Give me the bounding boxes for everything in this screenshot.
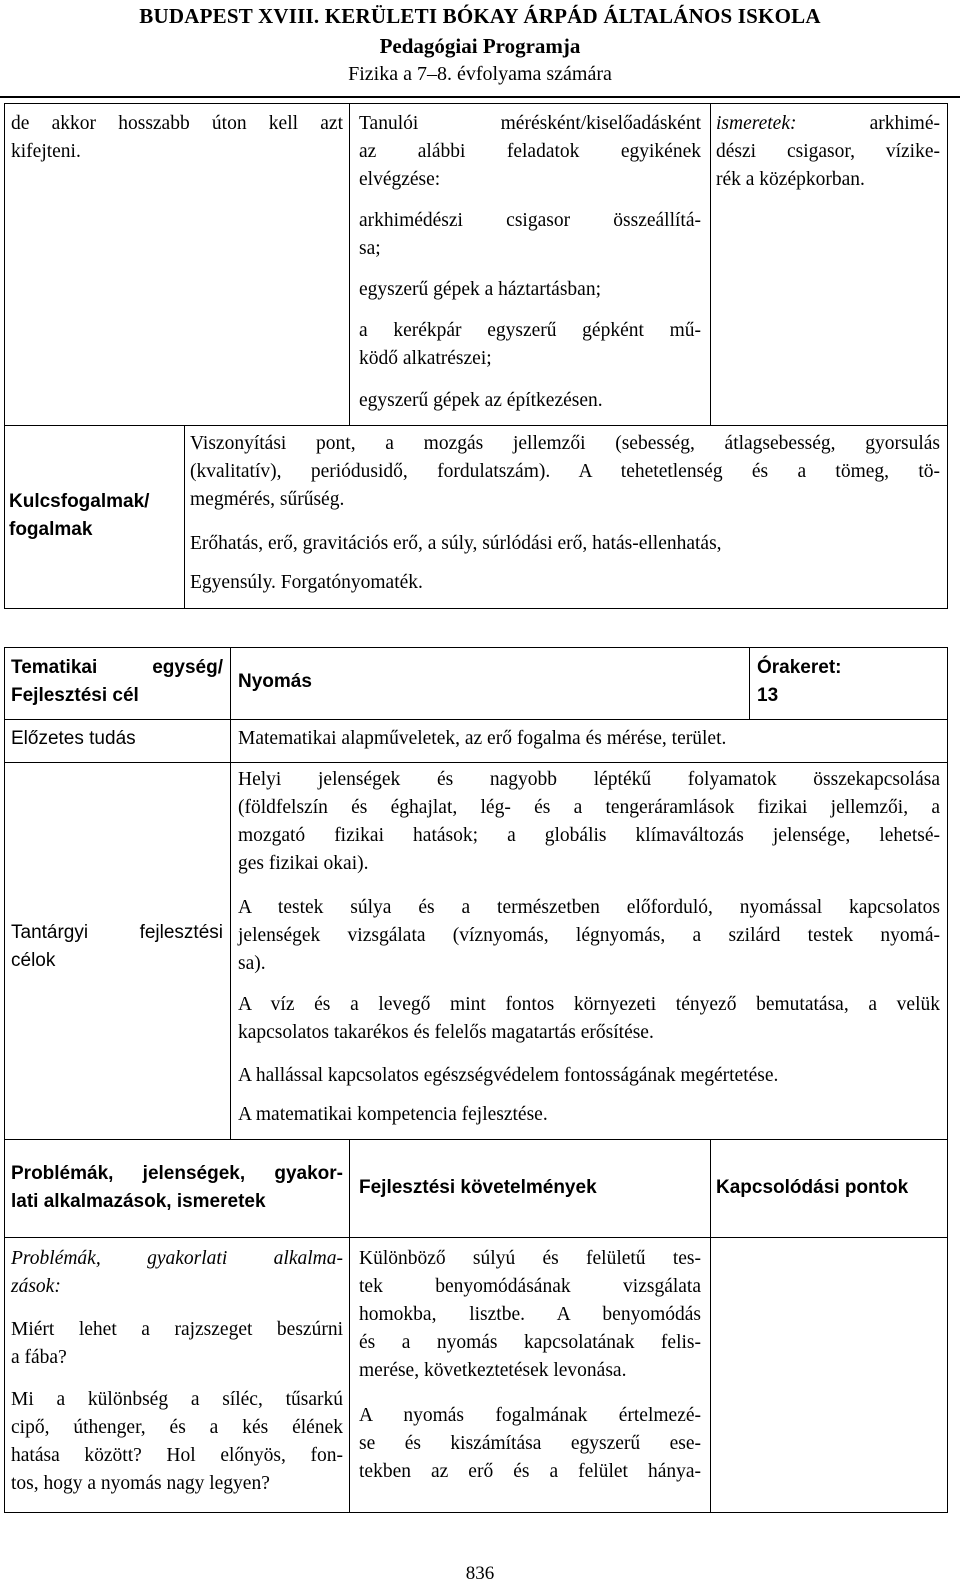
problema-question-2: Mi a különbség a síléc, tűsarkú cipő, úthenger, és a kés élének hatása között? Hol előnyös, fon- tos, hogy a nyomás nagy legyen? <box>11 1389 343 1494</box>
row1-col2-item-3: a kerékpár egyszerű gépként mű- ködő alkatrészei; <box>359 320 701 369</box>
hours-label: Órakeret: <box>757 657 842 678</box>
row1-col2-item-2: egyszerű gépek a háztartásban; <box>359 279 601 300</box>
kulcsfogalmak-para-3: Egyensúly. Forgatónyomaték. <box>190 572 423 593</box>
row1-col3-text: ismeretek: arkhimé- dészi csigasor, vízike- rék a középkorban. <box>716 113 940 190</box>
header-fejlesztesi-kovetelmenyek: Fejlesztési követelmények <box>359 1177 597 1198</box>
program-title: Pedagógiai Programja <box>379 34 581 58</box>
header-kapcsolodasi-pontok: Kapcsolódási pontok <box>716 1177 909 1198</box>
row1-col2-intro: Tanulói mérésként/kiselőadásként az alábbi feladatok egyikének elvégzése: <box>359 113 701 190</box>
kovetelmeny-para-2: A nyomás fogalmának értelmezé- se és kiszámítása egyszerű ese- tekben az erő és a felület hánya- <box>359 1405 701 1482</box>
celok-para-5: A matematikai kompetencia fejlesztése. <box>238 1104 548 1125</box>
kovetelmeny-para-1: Különböző súlyú és felületű tes- tek benyomódásának vizsgálata homokba, lisztbe. A benyomódás és a nyomás kapcsolatának felis- merése, következtetések levonása. <box>359 1248 701 1381</box>
row1-col2-item-4: egyszerű gépek az építkezésen. <box>359 390 603 411</box>
topic-title: Nyomás <box>238 671 312 692</box>
tematikai-egyseg-label: Tematikai egység/ Fejlesztési cél <box>11 657 223 706</box>
kulcsfogalmak-para-2: Erőhatás, erő, gravitációs erő, a súly, súrlódási erő, hatás-ellenhatás, <box>190 533 722 554</box>
row1-col2-item-1: arkhimédészi csigasor összeállítá- sa; <box>359 210 701 259</box>
hours-box <box>757 654 842 710</box>
celok-para-4: A hallással kapcsolatos egészségvédelem fontosságának megértetése. <box>238 1065 779 1086</box>
ismeretek-label: ismeretek: <box>716 113 797 134</box>
elozetes-tudas-label: Előzetes tudás <box>11 728 136 749</box>
header-rule <box>0 96 960 98</box>
fejlesztesi-celok-label: Tantárgyi fejlesztési célok <box>11 922 223 971</box>
subject-title: Fizika a 7–8. évfolyama számára <box>348 63 612 85</box>
problema-question-1: Miért lehet a rajzszeget beszúrni a fába? <box>11 1319 343 1368</box>
header-problemak: Problémák, jelenségek, gyakor- lati alkalmazások, ismeretek <box>11 1163 343 1212</box>
problemak-heading: Problémák, gyakorlati alkalma- zások: <box>11 1248 343 1297</box>
celok-para-1: Helyi jelenségek és nagyobb léptékű folyamatok összekapcsolása (földfelszín és éghajlat, lég- és a tengeráramlások fizikai jellemzői, a mozgató fizikai hatások; a globális klímaváltozás jelensége, lehetsé- ges fizikai okai). <box>238 769 940 874</box>
school-name: BUDAPEST XVIII. KERÜLETI BÓKAY ÁRPÁD ÁLTALÁNOS ISKOLA <box>139 4 821 28</box>
row1-col1-text: de akkor hosszabb úton kell azt kifejteni. <box>11 113 343 162</box>
kulcsfogalmak-label: Kulcsfogalmak/ fogalmak <box>9 491 150 540</box>
hours-value: 13 <box>757 685 779 706</box>
celok-para-3: A víz és a levegő mint fontos környezeti tényező bemutatása, a velük kapcsolatos takarékos és felelős magatartás erősítése. <box>238 994 940 1043</box>
kulcsfogalmak-para-1: Viszonyítási pont, a mozgás jellemzői (sebesség, átlagsebesség, gyorsulás (kvalitatív), periódusidő, fordulatszám). A tehetetlenség és a tömeg, tö- megmérés, sűrűség. <box>190 433 940 510</box>
page-number: 836 <box>465 1563 495 1584</box>
celok-para-2: A testek súlya és a természetben előforduló, nyomással kapcsolatos jelenségek vizsgálata (víznyomás, légnyomás, a szilárd testek nyomá- sa). <box>238 897 940 974</box>
elozetes-tudas-text: Matematikai alapműveletek, az erő fogalma és mérése, terület. <box>238 728 727 749</box>
